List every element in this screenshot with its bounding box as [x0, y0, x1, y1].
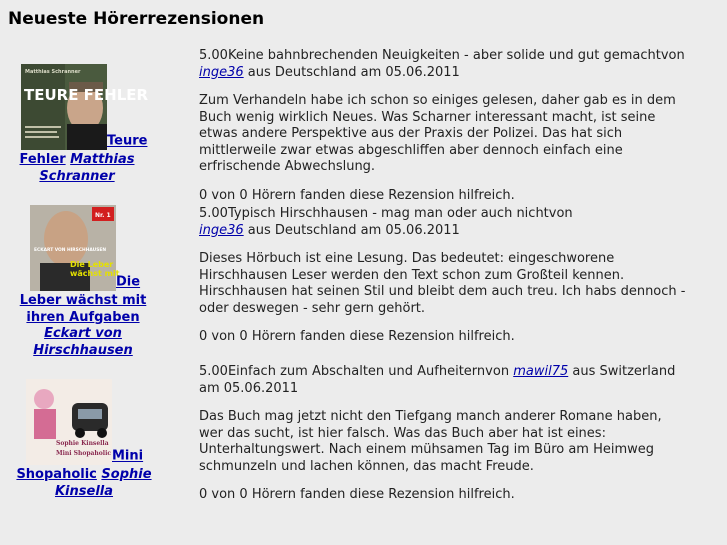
- review-rating: 5.00: [199, 48, 228, 63]
- book-author-link-cont[interactable]: Hirschhausen: [33, 342, 133, 358]
- svg-text:Mini Shopaholic: Mini Shopaholic: [56, 450, 112, 457]
- review-header: 5.00Einfach zum Abschalten und Aufheiternvon mawil75 aus Switzerland am 05.06.2011: [199, 364, 676, 396]
- review-header: 5.00Keine bahnbrechenden Neuigkeiten - aber solide und gut gemachtvon inge36 aus Deutschland am 05.06.2011: [199, 48, 685, 80]
- review-header: 5.00Typisch Hirschhausen - mag man oder auch nichtvon inge36 aus Deutschland am 05.06.2011: [199, 206, 573, 238]
- review-rating: 5.00: [199, 206, 228, 221]
- book-title-link-cont[interactable]: ihren Aufgaben: [26, 309, 140, 325]
- review-title: Typisch Hirschhausen - mag man oder auch nicht: [227, 206, 549, 221]
- svg-text:Matthias Schranner: Matthias Schranner: [25, 69, 81, 75]
- book-author-link-cont[interactable]: Kinsella: [54, 483, 114, 499]
- review-title: Einfach zum Abschalten und Aufheitern: [227, 364, 486, 379]
- book-cover-image[interactable]: [30, 205, 120, 291]
- book-title-link[interactable]: Teure: [107, 133, 148, 149]
- review-body: Das Buch mag jetzt nicht den Tiefgang manch anderer Romane haben, wer das sucht, ist hier falsch. Was das Buch aber hat ist eines: Unterhaltungswert. Nach einem mühsamen Tag im Büro am Heimweg schmunzeln und lachen können, das macht Freude.: [199, 409, 662, 474]
- svg-text:Sophie Kinsella: Sophie Kinsella: [56, 440, 109, 447]
- book-title-link[interactable]: Mini: [112, 448, 144, 464]
- review-body: Zum Verhandeln habe ich schon so einiges gelesen, daher gab es in dem Buch wenig wirklich Neues. Was Scharner interessant macht, ist seine etwas andere Perspektive aus der Praxis der Polizei. Das hat sich mittlerweile zwar etwas abgeschliffen aber dennoch einfach eine erfrischende Abwechslung.: [199, 93, 676, 174]
- book-author-link-cont[interactable]: Schranner: [39, 168, 115, 184]
- book-item: [2, 64, 152, 185]
- book-author-link[interactable]: Eckart von: [44, 326, 122, 341]
- book-author-link[interactable]: Sophie: [101, 467, 152, 482]
- reviewer-link[interactable]: mawil75: [513, 364, 569, 379]
- reviewer-link[interactable]: inge36: [199, 64, 244, 80]
- page-title: Neueste Hörerrezensionen: [8, 9, 265, 29]
- book-item: [8, 205, 158, 359]
- svg-text:wächst mit: wächst mit: [70, 269, 120, 278]
- review-helpful: 0 von 0 Hörern fanden diese Rezension hilfreich.: [199, 187, 515, 203]
- book-author-link[interactable]: Matthias: [70, 152, 135, 167]
- review-helpful: 0 von 0 Hörern fanden diese Rezension hilfreich.: [199, 487, 515, 502]
- svg-text:Nr. 1: Nr. 1: [95, 212, 111, 219]
- book-cover-image[interactable]: [21, 64, 149, 150]
- review-item: [199, 206, 689, 346]
- review-item: [199, 364, 689, 504]
- review-title: Keine bahnbrechenden Neuigkeiten - aber solide und gut gemacht: [227, 48, 661, 63]
- book-cover-image[interactable]: [26, 379, 112, 465]
- reviewer-link[interactable]: inge36: [199, 222, 244, 238]
- review-rating: 5.00: [199, 364, 228, 379]
- review-location-date: aus Deutschland am 05.06.2011: [247, 64, 460, 80]
- review-body: Dieses Hörbuch ist eine Lesung. Das bedeutet: eingeschworene Hirschhausen Leser werden den Text schon zum Großteil kennen. Hirschhausen hat seinen Stil und bleibt dem auch treu. Ich habs dennoch - oder deswegen - sehr gern gehört.: [199, 251, 686, 316]
- svg-text:TEURE FEHLER: TEURE FEHLER: [24, 86, 149, 104]
- review-location-date: aus Switzerland am 05.06.2011: [199, 364, 676, 396]
- svg-text:ECKART VON HIRSCHHAUSEN: ECKART VON HIRSCHHAUSEN: [34, 248, 107, 253]
- book-title-link-cont[interactable]: Fehler: [19, 152, 66, 167]
- book-title-link-cont[interactable]: Shopaholic: [16, 467, 97, 482]
- svg-text:Die Leber: Die Leber: [70, 260, 114, 269]
- book-item: [9, 379, 159, 500]
- review-item: [199, 48, 689, 204]
- book-title-link[interactable]: Die: [116, 274, 141, 290]
- review-location-date: aus Deutschland am 05.06.2011: [247, 222, 460, 238]
- review-helpful: 0 von 0 Hörern fanden diese Rezension hilfreich.: [199, 329, 515, 344]
- book-title-link-cont[interactable]: Leber wächst mit: [19, 293, 147, 308]
